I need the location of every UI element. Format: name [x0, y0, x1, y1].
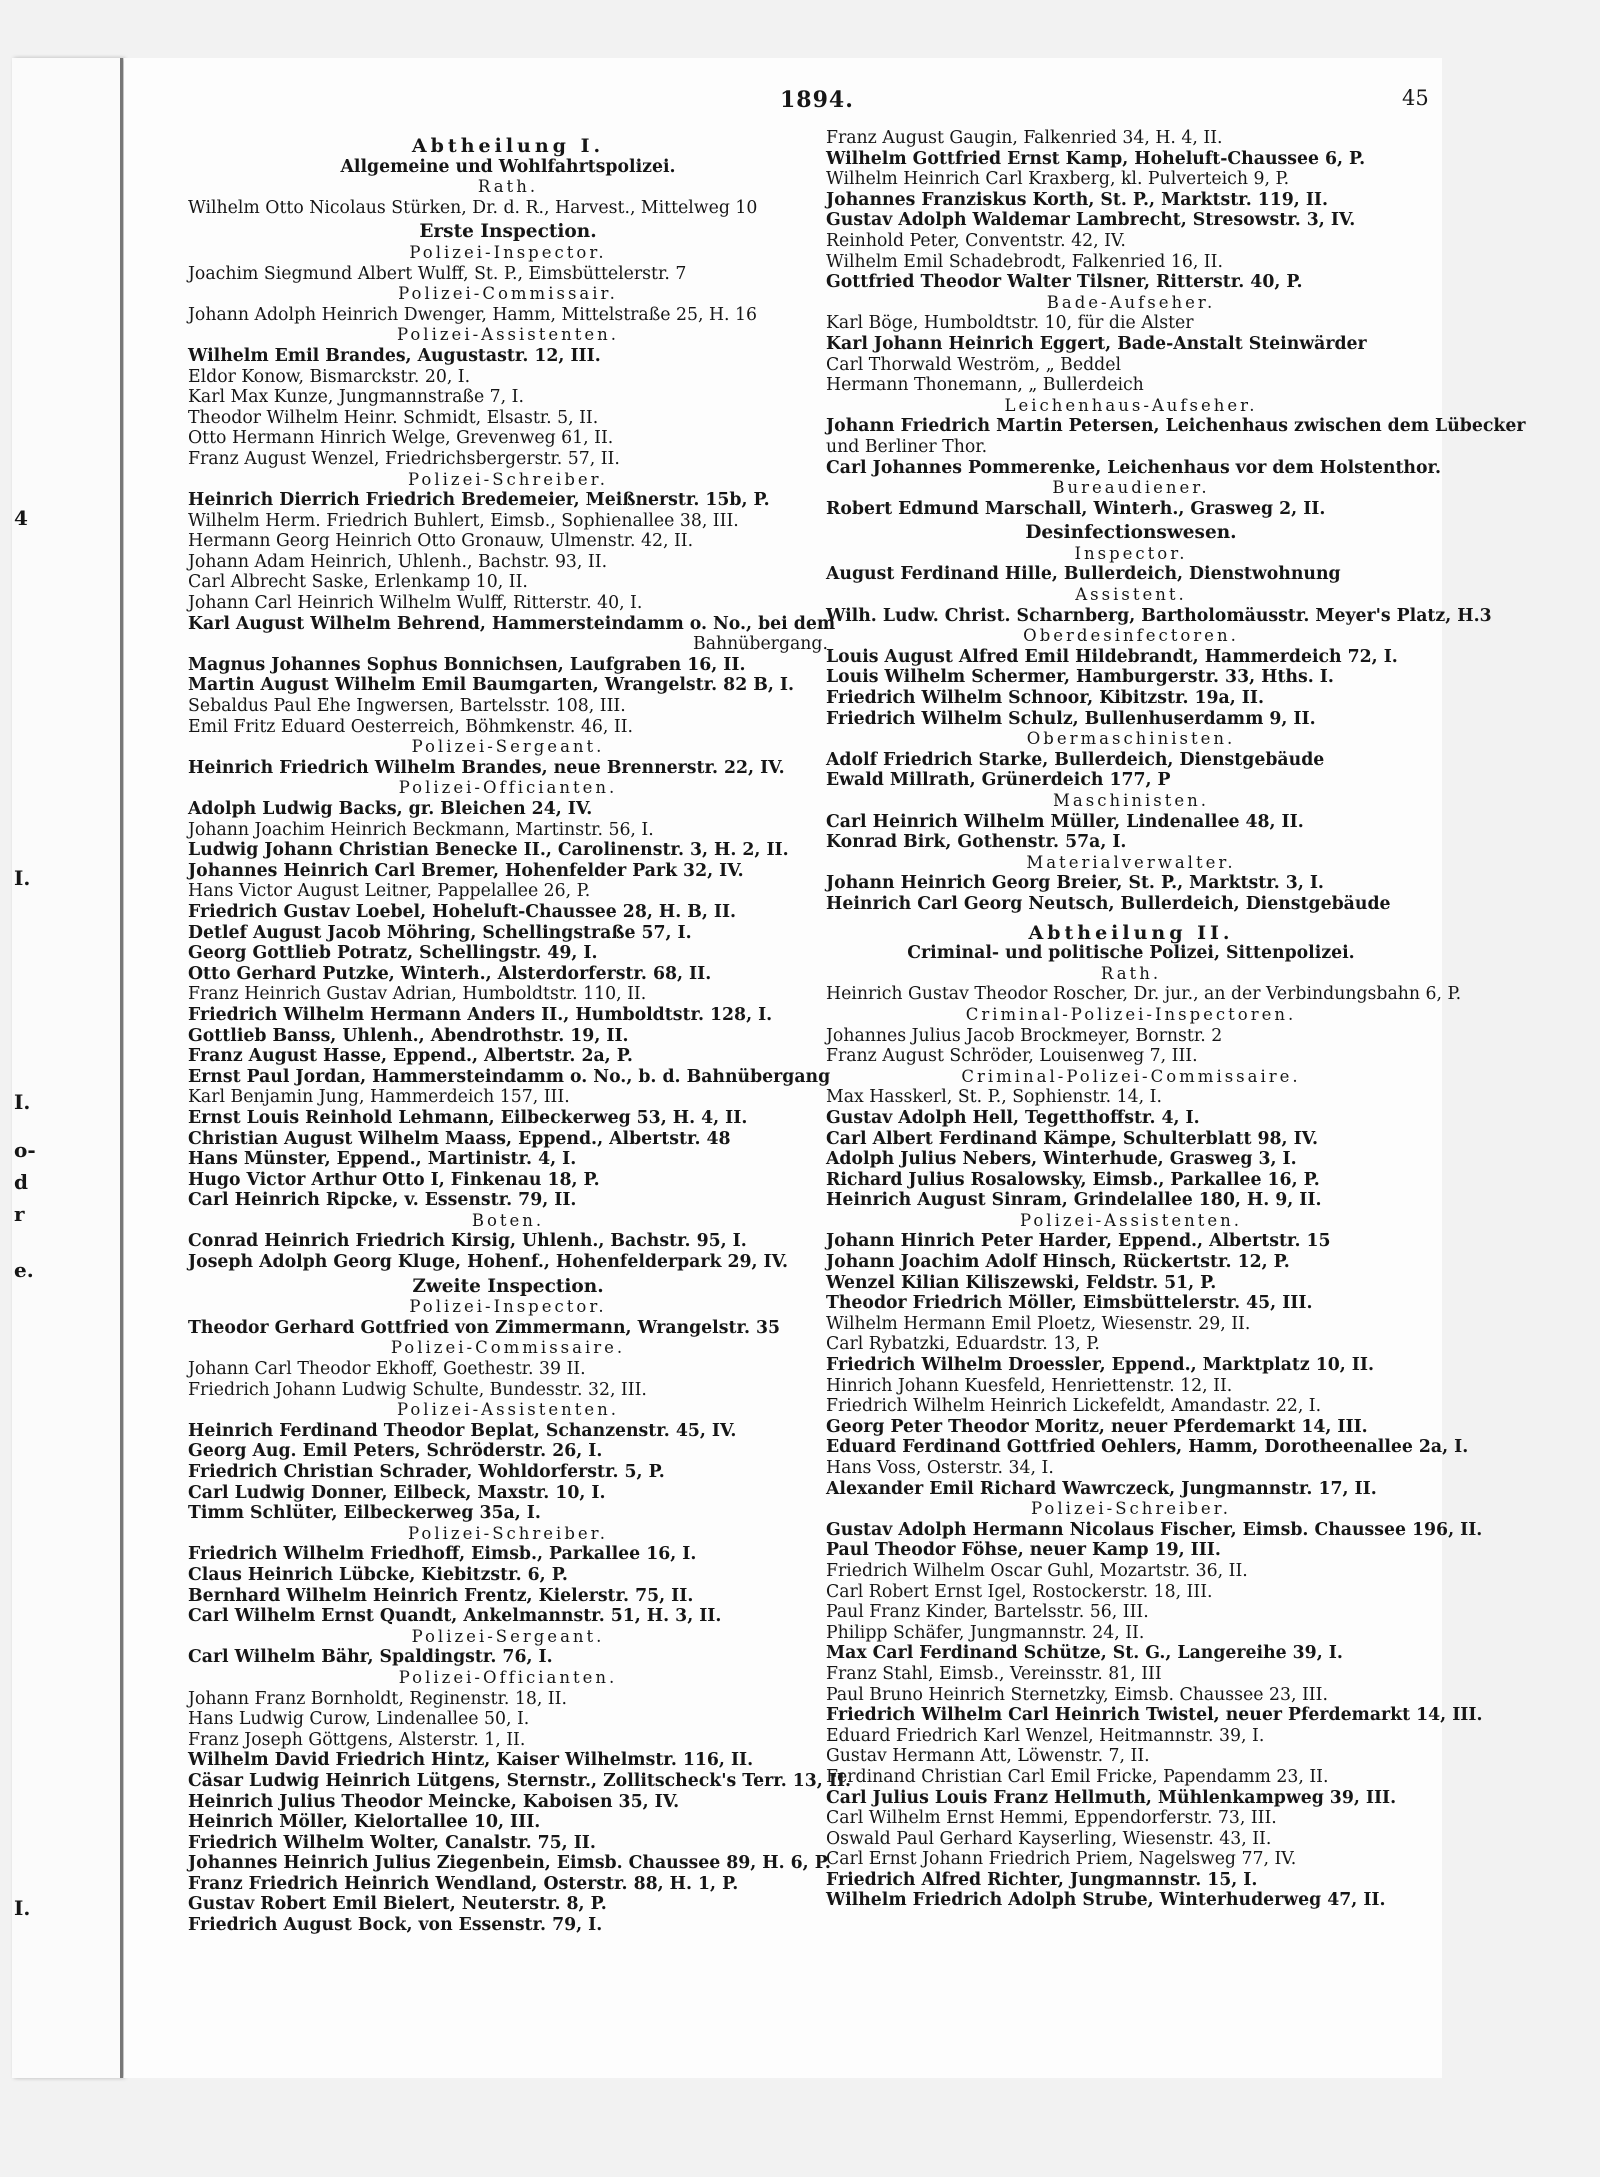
directory-entry: Paul Theodor Föhse, neuer Kamp 19, III. — [826, 1540, 1221, 1561]
directory-entry: Friedrich Wilhelm Friedhoff, Eimsb., Parkallee 16, I. — [188, 1544, 697, 1565]
directory-entry: Theodor Friedrich Möller, Eimsbüttelerstr. 45, III. — [826, 1293, 1313, 1314]
directory-entry: Carl Albrecht Saske, Erlenkamp 10, II. — [188, 572, 528, 593]
directory-entry: Johann Heinrich Georg Breier, St. P., Marktstr. 3, I. — [826, 873, 1324, 894]
directory-entry: Carl Johannes Pommerenke, Leichenhaus vor dem Holstenthor. — [826, 457, 1442, 478]
directory-entry: Johann Adam Heinrich, Uhlenh., Bachstr. 93, II. — [188, 551, 608, 572]
directory-entry: Emil Fritz Eduard Oesterreich, Böhmkenstr. 46, II. — [188, 716, 634, 737]
role-heading: Bureaudiener. — [1052, 478, 1210, 498]
directory-entry: Johann Hinrich Peter Harder, Eppend., Albertstr. 15 — [826, 1231, 1331, 1252]
directory-entry: Hugo Victor Arthur Otto I, Finkenau 18, P. — [188, 1169, 600, 1190]
role-heading: Polizei-Inspector. — [409, 242, 607, 262]
directory-entry: Wilhelm Emil Brandes, Augustastr. 12, III. — [188, 345, 601, 366]
directory-entry: Johannes Franziskus Korth, St. P., Marktstr. 119, II. — [826, 189, 1329, 210]
directory-entry: Wilhelm Otto Nicolaus Stürken, Dr. d. R., Harvest., Mittelweg 10 — [188, 197, 758, 218]
directory-entry: Wilhelm David Friedrich Hintz, Kaiser Wilhelmstr. 116, II. — [188, 1750, 754, 1771]
directory-entry: Gustav Adolph Hell, Tegetthoffstr. 4, I. — [826, 1107, 1200, 1128]
directory-entry: Heinrich Carl Georg Neutsch, Bullerdeich, Dienstgebäude — [826, 893, 1391, 914]
directory-entry: Franz Friedrich Heinrich Wendland, Osterstr. 88, H. 1, P. — [188, 1873, 739, 1894]
directory-entry: Hinrich Johann Kuesfeld, Henriettenstr. 12, II. — [826, 1375, 1233, 1396]
role-heading: Polizei-Assistenten. — [396, 1400, 620, 1420]
directory-entry: Wilhelm Heinrich Carl Kraxberg, kl. Pulverteich 9, P. — [826, 169, 1290, 190]
role-heading: Leichenhaus-Aufseher. — [1004, 395, 1258, 415]
role-heading: Polizei-Commissaire. — [390, 1338, 626, 1358]
directory-entry: Eduard Friedrich Karl Wenzel, Heitmannstr. 39, I. — [826, 1725, 1265, 1746]
directory-entry: Johann Franz Bornholdt, Reginenstr. 18, II. — [188, 1688, 567, 1709]
prev-page-fragment: I. — [14, 1896, 31, 1920]
role-heading: Inspector. — [1074, 543, 1188, 563]
directory-entry: Robert Edmund Marschall, Winterh., Grasweg 2, II. — [826, 498, 1326, 519]
directory-entry: Bernhard Wilhelm Heinrich Frentz, Kielerstr. 75, II. — [188, 1585, 694, 1606]
directory-entry: Cäsar Ludwig Heinrich Lütgens, Sternstr., Zollitscheck's Terr. 13, II. — [188, 1770, 852, 1791]
role-heading: Polizei-Schreiber. — [408, 469, 608, 489]
directory-entry: Otto Hermann Hinrich Welge, Grevenweg 61, II. — [188, 428, 614, 449]
directory-entry: Carl Julius Louis Franz Hellmuth, Mühlenkampweg 39, III. — [826, 1787, 1397, 1808]
role-heading: Polizei-Assistenten. — [396, 325, 620, 345]
directory-entry: Friedrich Wilhelm Schulz, Bullenhuserdamm 9, II. — [826, 708, 1316, 729]
directory-entry: Friedrich Christian Schrader, Wohldorferstr. 5, P. — [188, 1462, 665, 1482]
directory-entry: Eduard Ferdinand Gottfried Oehlers, Hamm, Dorotheenallee 2a, I. — [826, 1437, 1469, 1458]
role-heading: Polizei-Sergeant. — [411, 737, 605, 757]
page-year: 1894. — [780, 87, 854, 113]
directory-entry: Carl Wilhelm Ernst Quandt, Ankelmannstr. 51, H. 3, II. — [188, 1606, 722, 1627]
right-column — [826, 128, 1526, 1911]
directory-entry: Adolf Friedrich Starke, Bullerdeich, Dienstgebäude — [826, 749, 1325, 770]
directory-entry: Carl Ernst Johann Friedrich Priem, Nagelsweg 77, IV. — [826, 1849, 1297, 1870]
directory-entry: Alexander Emil Richard Wawrczeck, Jungmannstr. 17, II. — [826, 1478, 1377, 1499]
directory-entry: Franz August Gaugin, Falkenried 34, H. 4, II. — [826, 128, 1223, 148]
left-column — [188, 128, 852, 1936]
directory-entry: Friedrich Wilhelm Carl Heinrich Twistel, neuer Pferdemarkt 14, III. — [826, 1705, 1483, 1726]
directory-entry: Joseph Adolph Georg Kluge, Hohenf., Hohenfelderpark 29, IV. — [188, 1252, 789, 1273]
directory-entry: Louis August Alfred Emil Hildebrandt, Hammerdeich 72, I. — [826, 646, 1398, 667]
directory-entry: Reinhold Peter, Conventstr. 42, IV. — [826, 230, 1126, 251]
directory-entry: Ferdinand Christian Carl Emil Fricke, Papendamm 23, II. — [826, 1766, 1329, 1787]
directory-entry: Carl Thorwald Weström, „ Beddel — [826, 354, 1121, 375]
directory-entry: Friedrich Johann Ludwig Schulte, Bundesstr. 32, III. — [188, 1379, 647, 1400]
directory-entry: Louis Wilhelm Schermer, Hamburgerstr. 33, Hths. I. — [826, 667, 1334, 688]
directory-entry: Heinrich Möller, Kielortallee 10, III. — [188, 1812, 541, 1833]
directory-entry: Karl Benjamin Jung, Hammerdeich 157, III. — [188, 1087, 570, 1108]
directory-entry: und Berliner Thor. — [826, 436, 988, 457]
section-heading: Desinfectionswesen. — [1025, 522, 1237, 544]
directory-entry: Wenzel Kilian Kiliszewski, Feldstr. 51, P. — [826, 1272, 1217, 1293]
document-page — [124, 58, 1526, 2078]
directory-entry: Karl Johann Heinrich Eggert, Bade-Anstalt Steinwärder — [826, 333, 1367, 354]
directory-entry: Heinrich Dierrich Friedrich Bredemeier, Meißnerstr. 15b, P. — [188, 490, 770, 511]
directory-entry: Carl Rybatzki, Eduardstr. 13, P. — [826, 1334, 1100, 1355]
directory-entry: Carl Heinrich Wilhelm Müller, Lindenallee 48, II. — [826, 811, 1304, 832]
directory-entry: Hermann Georg Heinrich Otto Gronauw, Ulmenstr. 42, II. — [188, 531, 694, 552]
role-heading: Maschinisten. — [1053, 791, 1209, 810]
role-heading: Obermaschinisten. — [1026, 729, 1236, 749]
directory-entry: Wilhelm Herm. Friedrich Buhlert, Eimsb., Sophienallee 38, III. — [188, 510, 739, 531]
directory-entry: Wilh. Ludw. Christ. Scharnberg, Bartholomäusstr. Meyer's Platz, H.3 — [826, 605, 1492, 626]
directory-entry: Friedrich Wilhelm Wolter, Canalstr. 75, II. — [188, 1832, 596, 1853]
prev-page-fragment: r — [14, 1202, 25, 1226]
prev-page-fragment: I. — [14, 866, 31, 890]
prev-page-fragment: 4 — [14, 506, 28, 530]
directory-entry: Johannes Heinrich Julius Ziegenbein, Eimsb. Chaussee 89, H. 6, P. — [188, 1853, 831, 1874]
directory-entry: Magnus Johannes Sophus Bonnichsen, Laufgraben 16, II. — [188, 654, 746, 675]
role-heading: Polizei-Officianten. — [398, 1667, 618, 1687]
role-heading: Polizei-Sergeant. — [411, 1626, 605, 1646]
directory-entry: Wilhelm Emil Schadebrodt, Falkenried 16, II. — [826, 251, 1223, 272]
directory-entry: Friedrich Wilhelm Droessler, Eppend., Marktplatz 10, II. — [826, 1355, 1374, 1376]
directory-entry: Joachim Siegmund Albert Wulff, St. P., Eimsbüttelerstr. 7 — [188, 263, 687, 284]
directory-entry: Paul Bruno Heinrich Sternetzky, Eimsb. Chaussee 23, III. — [826, 1684, 1328, 1705]
directory-entry: Martin August Wilhelm Emil Baumgarten, Wrangelstr. 82 B, I. — [188, 675, 794, 696]
directory-entry: Georg Aug. Emil Peters, Schröderstr. 26, I. — [188, 1441, 603, 1462]
directory-entry: Hans Ludwig Curow, Lindenallee 50, I. — [188, 1709, 530, 1730]
directory-entry: Carl Albert Ferdinand Kämpe, Schulterblatt 98, IV. — [826, 1128, 1319, 1149]
directory-entry: Franz Heinrich Gustav Adrian, Humboldtstr. 110, II. — [188, 984, 647, 1005]
prev-page-fragment: o- — [14, 1138, 36, 1162]
directory-entry: Heinrich Julius Theodor Meincke, Kaboisen 35, IV. — [188, 1791, 680, 1812]
directory-entry: Friedrich Alfred Richter, Jungmannstr. 15, I. — [826, 1869, 1258, 1890]
directory-entry: Ernst Louis Reinhold Lehmann, Eilbeckerweg 53, H. 4, II. — [188, 1107, 748, 1128]
prev-page-fragment: e. — [14, 1258, 34, 1282]
directory-entry: Philipp Schäfer, Jungmannstr. 24, II. — [826, 1622, 1145, 1643]
role-heading: Polizei-Schreiber. — [1031, 1499, 1231, 1519]
directory-entry: Johann Adolph Heinrich Dwenger, Hamm, Mittelstraße 25, H. 16 — [188, 304, 758, 325]
directory-entry: Carl Wilhelm Bähr, Spaldingstr. 76, I. — [188, 1647, 553, 1668]
directory-entry: Friedrich Wilhelm Schnoor, Kibitzstr. 19a, II. — [826, 688, 1264, 709]
directory-entry: Konrad Birk, Gothenstr. 57a, I. — [826, 832, 1127, 853]
directory-entry: Ewald Millrath, Grünerdeich 177, P — [826, 770, 1171, 791]
directory-entry: Max Hasskerl, St. P., Sophienstr. 14, I. — [826, 1087, 1162, 1108]
directory-entry: Max Carl Ferdinand Schütze, St. G., Langereihe 39, I. — [826, 1643, 1343, 1664]
department-subtitle: Criminal- und politische Polizei, Sittenpolizei. — [907, 943, 1355, 964]
role-heading: Rath. — [477, 177, 539, 197]
previous-page-edge — [12, 58, 123, 2078]
directory-entry: Heinrich Friedrich Wilhelm Brandes, neue Brennerstr. 22, IV. — [188, 757, 785, 778]
directory-entry: Wilhelm Gottfried Ernst Kamp, Hoheluft-Chaussee 6, P. — [826, 148, 1366, 169]
directory-entry: Johann Friedrich Martin Petersen, Leichenhaus zwischen dem Lübecker — [826, 416, 1526, 437]
directory-entry: Paul Franz Kinder, Bartelsstr. 56, III. — [826, 1602, 1149, 1623]
directory-entry: Friedrich Wilhelm Heinrich Lickefeldt, Amandastr. 22, I. — [826, 1396, 1322, 1417]
directory-entry: Gustav Adolph Waldemar Lambrecht, Stresowstr. 3, IV. — [826, 210, 1356, 231]
directory-entry: Gustav Hermann Att, Löwenstr. 7, II. — [826, 1746, 1150, 1767]
directory-entry: Sebaldus Paul Ehe Ingwersen, Bartelsstr. 108, III. — [188, 696, 626, 717]
role-heading: Polizei-Inspector. — [409, 1297, 607, 1317]
directory-entry: Friedrich Wilhelm Oscar Guhl, Mozartstr. 36, II. — [826, 1560, 1248, 1581]
prev-page-fragment: I. — [14, 1090, 31, 1114]
directory-entry: Gottfried Theodor Walter Tilsner, Ritterstr. 40, P. — [826, 272, 1303, 293]
directory-entry: Eldor Konow, Bismarckstr. 20, I. — [188, 366, 471, 387]
directory-entry: Johann Joachim Adolf Hinsch, Rückertstr. 12, P. — [826, 1252, 1290, 1273]
directory-entry: Otto Gerhard Putzke, Winterh., Alsterdorferstr. 68, II. — [188, 963, 712, 984]
directory-entry: Franz August Schröder, Louisenweg 7, III. — [826, 1046, 1198, 1067]
directory-entry: Adolph Ludwig Backs, gr. Bleichen 24, IV. — [188, 799, 593, 819]
directory-entry: Friedrich Wilhelm Hermann Anders II., Humboldtstr. 128, I. — [188, 1004, 773, 1025]
section-heading: Erste Inspection. — [419, 221, 597, 243]
directory-entry: Heinrich Ferdinand Theodor Beplat, Schanzenstr. 45, IV. — [188, 1420, 737, 1441]
directory-entry: Hans Münster, Eppend., Martinistr. 4, I. — [188, 1149, 577, 1170]
directory-entry: Carl Ludwig Donner, Eilbeck, Maxstr. 10, I. — [188, 1482, 606, 1503]
directory-entry: Heinrich August Sinram, Grindelallee 180, H. 9, II. — [826, 1190, 1322, 1211]
directory-entry: Gustav Robert Emil Bielert, Neuterstr. 8, P. — [188, 1894, 607, 1915]
role-heading: Polizei-Assistenten. — [1019, 1210, 1243, 1230]
directory-entry: Theodor Gerhard Gottfried von Zimmermann, Wrangelstr. 35 — [188, 1317, 781, 1338]
directory-entry: Carl Robert Ernst Igel, Rostockerstr. 18, III. — [826, 1581, 1213, 1602]
directory-entry: Wilhelm Hermann Emil Ploetz, Wiesenstr. 29, II. — [826, 1313, 1251, 1334]
directory-entry: Johannes Heinrich Carl Bremer, Hohenfelder Park 32, IV. — [188, 860, 744, 881]
directory-entry: Carl Wilhelm Ernst Hemmi, Eppendorferstr. 73, III. — [826, 1808, 1277, 1829]
prev-page-fragment: d — [14, 1170, 28, 1194]
directory-entry: Richard Julius Rosalowsky, Eimsb., Parkallee 16, P. — [826, 1169, 1320, 1190]
role-heading: Criminal-Polizei-Inspectoren. — [965, 1004, 1297, 1024]
directory-entry: August Ferdinand Hille, Bullerdeich, Dienstwohnung — [826, 564, 1341, 585]
directory-entry: Heinrich Gustav Theodor Roscher, Dr. jur., an der Verbindungsbahn 6, P. — [826, 984, 1462, 1005]
directory-entry: Theodor Wilhelm Heinr. Schmidt, Elsastr. 5, II. — [188, 407, 599, 428]
directory-entry: Detlef August Jacob Möhring, Schellingstraße 57, I. — [188, 922, 692, 943]
directory-entry: Carl Heinrich Ripcke, v. Essenstr. 79, II. — [188, 1190, 577, 1211]
department-subtitle: Allgemeine und Wohlfahrtspolizei. — [340, 156, 676, 177]
directory-entry: Karl Böge, Humboldtstr. 10, für die Alster — [826, 313, 1194, 334]
directory-entry: Claus Heinrich Lübcke, Kiebitzstr. 6, P. — [188, 1564, 568, 1585]
role-heading: Polizei-Schreiber. — [408, 1523, 608, 1543]
department-heading: Abtheilung I. — [411, 135, 605, 157]
directory-entry: Hans Victor August Leitner, Pappelallee 26, P. — [188, 881, 591, 902]
directory-entry: Johannes Julius Jacob Brockmeyer, Bornstr. 2 — [826, 1025, 1223, 1046]
section-heading: Zweite Inspection. — [412, 1275, 604, 1297]
role-heading: Bade-Aufseher. — [1046, 292, 1216, 312]
directory-entry: Gustav Adolph Hermann Nicolaus Fischer, Eimsb. Chaussee 196, II. — [826, 1519, 1483, 1540]
directory-entry: Ludwig Johann Christian Benecke II., Carolinenstr. 3, H. 2, II. — [188, 840, 789, 861]
directory-entry: Franz August Hasse, Eppend., Albertstr. 2a, P. — [188, 1046, 633, 1067]
directory-entry: Friedrich August Bock, von Essenstr. 79, I. — [188, 1915, 603, 1936]
directory-entry: Ernst Paul Jordan, Hammersteindamm o. No., b. d. Bahnübergang — [188, 1066, 831, 1087]
role-heading: Polizei-Officianten. — [398, 778, 618, 798]
directory-entry: Christian August Wilhelm Maass, Eppend., Albertstr. 48 — [188, 1128, 731, 1149]
directory-entry: Gottlieb Banss, Uhlenh., Abendrothstr. 19, II. — [188, 1025, 629, 1046]
directory-entry: Hermann Thonemann, „ Bullerdeich — [826, 375, 1144, 396]
role-heading: Criminal-Polizei-Commissaire. — [961, 1066, 1301, 1086]
directory-entry: Hans Voss, Osterstr. 34, I. — [826, 1458, 1054, 1478]
role-heading: Rath. — [1100, 963, 1162, 983]
entry-continuation: Bahnübergang. — [693, 634, 828, 655]
role-heading: Boten. — [471, 1210, 545, 1230]
directory-entry: Franz Stahl, Eimsb., Vereinsstr. 81, III — [826, 1663, 1162, 1684]
department-heading: Abtheilung II. — [1028, 921, 1234, 944]
directory-entry: Johann Carl Theodor Ekhoff, Goethestr. 39 II. — [188, 1359, 586, 1380]
role-heading: Materialverwalter. — [1026, 852, 1236, 872]
directory-entry: Georg Gottlieb Potratz, Schellingstr. 49, I. — [188, 943, 598, 964]
directory-entry: Wilhelm Friedrich Adolph Strube, Winterhuderweg 47, II. — [826, 1890, 1386, 1911]
directory-entry: Johann Carl Heinrich Wilhelm Wulff, Ritterstr. 40, I. — [188, 593, 643, 614]
role-heading: Assistent. — [1075, 585, 1187, 605]
page-number: 45 — [1402, 86, 1429, 110]
role-heading: Oberdesinfectoren. — [1023, 626, 1239, 646]
directory-entry: Conrad Heinrich Friedrich Kirsig, Uhlenh., Bachstr. 95, I. — [188, 1231, 747, 1252]
directory-entry: Karl August Wilhelm Behrend, Hammersteindamm o. No., bei dem — [188, 613, 836, 634]
directory-entry: Timm Schlüter, Eilbeckerweg 35a, I. — [188, 1503, 541, 1524]
directory-entry: Franz Joseph Göttgens, Alsterstr. 1, II. — [188, 1729, 526, 1750]
directory-entry: Adolph Julius Nebers, Winterhude, Grasweg 3, I. — [826, 1149, 1297, 1170]
directory-entry: Franz August Wenzel, Friedrichsbergerstr. 57, II. — [188, 448, 620, 469]
directory-entry: Oswald Paul Gerhard Kayserling, Wiesenstr. 43, II. — [826, 1828, 1272, 1849]
role-heading: Polizei-Commissair. — [398, 284, 618, 304]
directory-entry: Georg Peter Theodor Moritz, neuer Pferdemarkt 14, III. — [826, 1416, 1368, 1437]
directory-entry: Friedrich Gustav Loebel, Hoheluft-Chaussee 28, H. B, II. — [188, 901, 737, 922]
directory-entry: Karl Max Kunze, Jungmannstraße 7, I. — [188, 387, 524, 408]
directory-entry: Johann Joachim Heinrich Beckmann, Martinstr. 56, I. — [188, 819, 654, 840]
